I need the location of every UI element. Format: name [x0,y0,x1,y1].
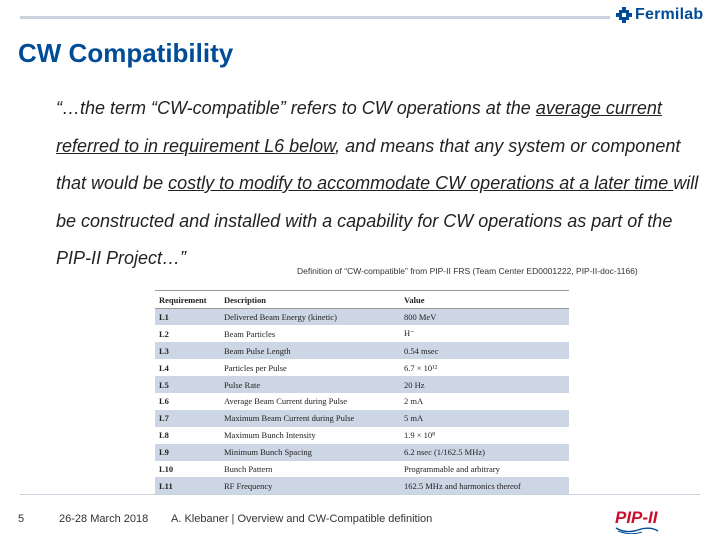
cell-description: Bunch Pattern [220,461,400,478]
footer-author: A. Klebaner | Overview and CW-Compatible definition [171,513,433,525]
header-requirement: Requirement [155,291,220,309]
cell-requirement: L6 [155,393,220,410]
cell-description: Minimum Bunch Spacing [220,444,400,461]
cell-requirement: L10 [155,461,220,478]
cell-value: Programmable and arbitrary [400,461,569,478]
table-row [155,393,569,410]
pip-ii-logo [612,504,660,534]
cell-requirement: L7 [155,410,220,427]
cell-description: Particles per Pulse [220,359,400,376]
quote-underline-2: costly to modify to accommodate CW operations at a later time [168,173,674,193]
cell-requirement: L8 [155,427,220,444]
table-row [155,444,569,461]
table-row [155,427,569,444]
fermilab-logo-text: Fermilab [635,6,704,23]
cell-value: 0.54 msec [400,342,569,359]
cell-value: H⁻ [400,325,569,342]
table-header-row [155,291,569,309]
table-row [155,342,569,359]
cell-requirement: L11 [155,477,220,494]
quote-source-caption: Definition of “CW-compatible” from PIP-II FRS (Team Center ED0001222, PIP-II-doc-1166) [297,266,638,276]
quote-text-1: “…the term “CW-compatible” refers to CW operations at the [56,98,536,118]
quote-text-2: , and means that any system or component that would be [56,135,681,193]
table-row [155,309,569,326]
slide-title: CW Compatibility [18,38,234,68]
pip-ii-logo-text: PIP-II [615,508,658,527]
table-row [155,376,569,393]
cell-description: Average Beam Current during Pulse [220,393,400,410]
fermilab-logo [616,6,703,24]
table-row [155,461,569,478]
quote-text-3: will be constructed and installed with a capability for CW operations as part of the PIP-II Project…” [56,173,699,268]
cell-description: Delivered Beam Energy (kinetic) [220,309,400,326]
cell-description: Maximum Beam Current during Pulse [220,410,400,427]
cell-value: 800 MeV [400,309,569,326]
requirements-table [155,290,569,495]
table-row [155,325,569,342]
header-rule [20,16,610,19]
header-description: Description [220,291,400,309]
cell-description: Beam Pulse Length [220,342,400,359]
cell-value: 2 mA [400,393,569,410]
cw-definition-quote [56,90,702,278]
footer-date: 26-28 March 2018 [59,513,149,525]
cell-description: Beam Particles [220,325,400,342]
cell-requirement: L5 [155,376,220,393]
fermilab-logo-icon [616,7,632,23]
cell-requirement: L9 [155,444,220,461]
page-number: 5 [18,513,25,525]
cell-value: 6.7 × 10¹² [400,359,569,376]
cell-requirement: L4 [155,359,220,376]
header-value: Value [400,291,569,309]
cell-value: 162.5 MHz and harmonics thereof [400,477,569,494]
footer-rule [20,494,700,495]
cell-value: 5 mA [400,410,569,427]
cell-requirement: L1 [155,309,220,326]
table-row [155,410,569,427]
cell-description: RF Frequency [220,477,400,494]
cell-value: 1.9 × 10⁸ [400,427,569,444]
table-row [155,477,569,494]
cell-value: 20 Hz [400,376,569,393]
cell-value: 6.2 nsec (1/162.5 MHz) [400,444,569,461]
cell-description: Pulse Rate [220,376,400,393]
quote-underline-1: average current referred to in requirement L6 below [56,98,662,156]
cell-requirement: L2 [155,325,220,342]
cell-requirement: L3 [155,342,220,359]
table-row [155,359,569,376]
cell-description: Maximum Bunch Intensity [220,427,400,444]
